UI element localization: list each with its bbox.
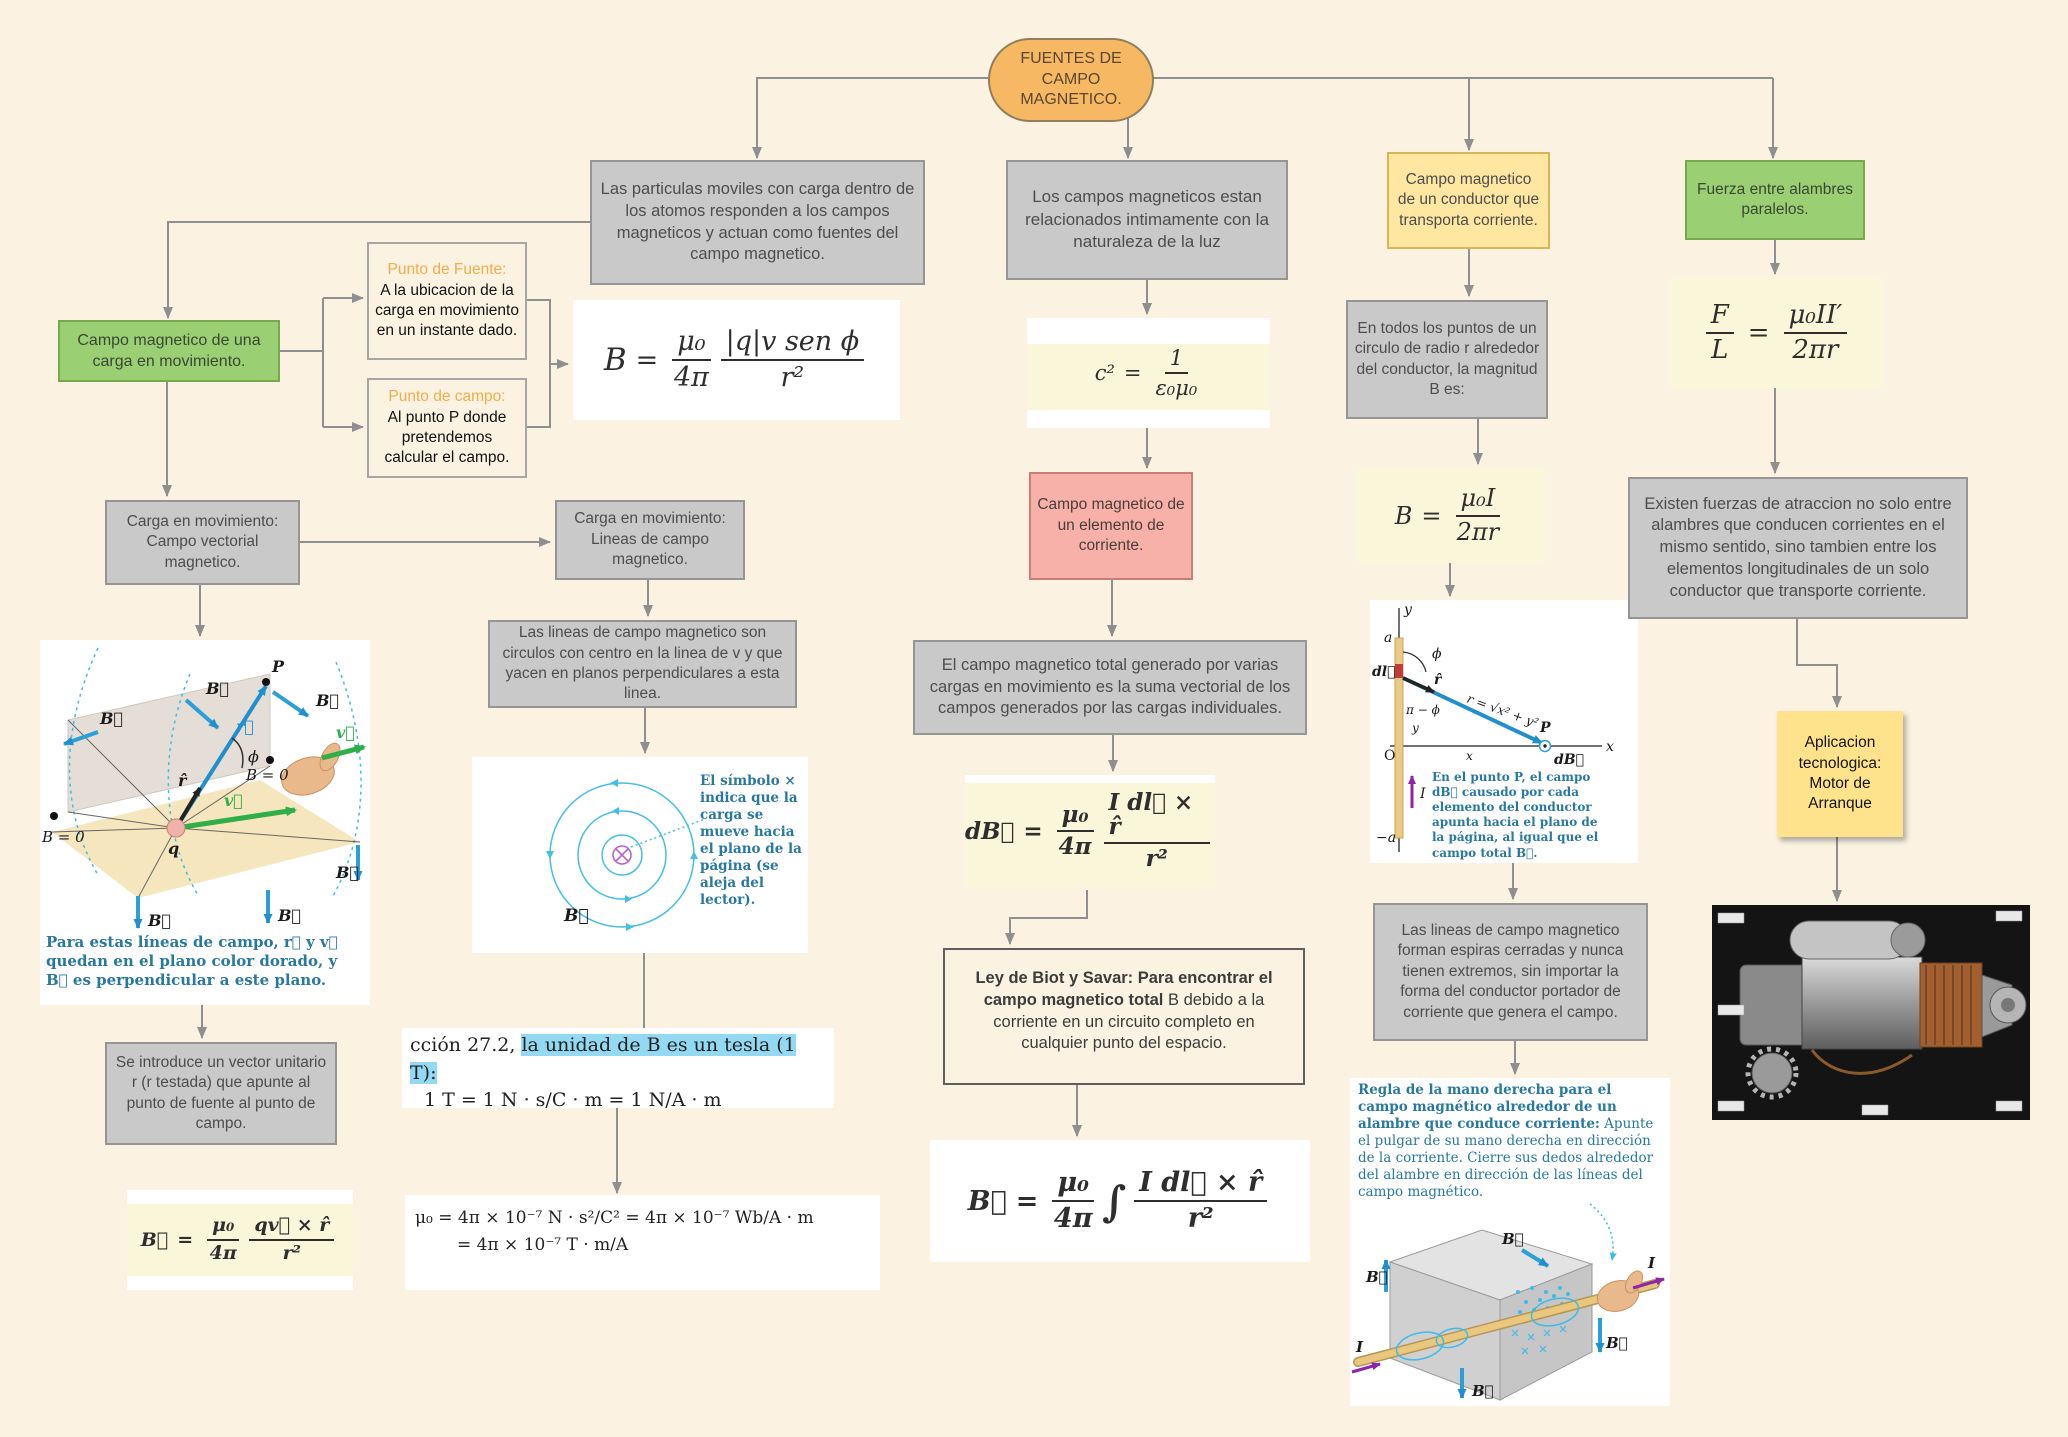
node-conductor [1387, 152, 1550, 249]
svg-text:x: x [1466, 749, 1473, 763]
sticky-aplicacion [1777, 711, 1903, 837]
node-conductor-text: Campo magnetico de un conductor que transporta corriente. [1397, 170, 1540, 229]
node-carga-vectorial [105, 500, 300, 585]
tesla-line1: cción 27.2, la unidad de B es un tesla (1 T): [410, 1034, 796, 1084]
svg-text:B⃗: B⃗ [1606, 1334, 1628, 1352]
formula-biot-dif: dB⃗ = $\frac{\text{μ₀}}{4\pi}$ $\frac{\text{I dl⃗ × r̂}}{\text{r²}}$ [965, 775, 1215, 887]
svg-text:B⃗: B⃗ [148, 911, 172, 930]
svg-text:dl⃗: dl⃗ [1372, 664, 1396, 680]
node-espiras-text: Las lineas de campo magnetico forman espiras cerradas y nunca tienen extremos, sin importar la forma del conductor portador de corriente que genera el campo. [1397, 921, 1624, 1021]
connector-db-to-biot [1010, 890, 1087, 944]
svg-text:−a: −a [1376, 830, 1397, 846]
svg-text:P: P [272, 657, 285, 676]
node-particulas [590, 160, 925, 285]
node-suma-text: El campo magnetico total generado por varias cargas en movimiento es la suma vectorial de los campos generados por las cargas individuales. [929, 655, 1291, 718]
motor-solenoid [1790, 921, 1908, 959]
title-text: FUENTES DE CAMPO MAGNETICO. [1020, 49, 1122, 109]
node-carga-text: Campo magnetico de una carga en movimiento. [77, 331, 261, 370]
node-elemento-corriente [1029, 472, 1193, 580]
node-espiras [1373, 903, 1648, 1041]
svg-text:B⃗: B⃗ [1472, 1382, 1494, 1400]
node-luz [1006, 160, 1288, 280]
svg-text:r = √x² + y²: r = √x² + y² [1464, 690, 1541, 731]
svg-text:B = 0: B = 0 [246, 766, 289, 784]
svg-text:I: I [1356, 1338, 1364, 1356]
node-circulo-radio-text: En todos los puntos de un circulo de radio r alrededor del conductor, la magnitud B es: [1354, 319, 1540, 398]
starter-motor-drawing [1712, 905, 2030, 1120]
node-biot-savart [943, 948, 1305, 1085]
motor-rear-housing [1740, 965, 1810, 1045]
svg-text:B⃗: B⃗ [336, 863, 360, 882]
bzero-dot-left [50, 812, 58, 820]
phi-arc [1403, 652, 1426, 672]
node-carga-lineas [555, 500, 745, 580]
svg-text:y: y [1412, 721, 1419, 735]
sticky-aplicacion-text: Aplicacion tecnologica: Motor de Arranque [1798, 734, 1882, 813]
node-suma-vectorial [913, 640, 1307, 735]
node-elemento-text: Campo magnetico de un elemento de corriente. [1037, 496, 1185, 555]
caption-pointer [1590, 1204, 1613, 1260]
mu0-line2: = 4π × 10⁻⁷ T · m/A [457, 1235, 629, 1256]
formula-c2: c² = $\frac{1}{\text{ε₀μ₀}}$ [1027, 318, 1270, 428]
point-p-dot [262, 678, 270, 686]
connector-title-to-particulas [757, 78, 988, 158]
svg-text:v⃗: v⃗ [224, 791, 243, 810]
charge-q [167, 819, 185, 837]
node-fuerza-alambres [1685, 160, 1865, 240]
tesla-line2: 1 T = 1 N · s/C · m = 1 N/A · m [424, 1089, 722, 1112]
punto-fuente-titulo: Punto de Fuente: [387, 261, 507, 279]
svg-text:r⃗: r⃗ [236, 717, 255, 736]
mu0-line1: μ₀ = 4π × 10⁻⁷ N · s²/C² = 4π × 10⁻⁷ Wb/A · m [415, 1208, 814, 1228]
svg-text:B⃗: B⃗ [100, 709, 124, 728]
pointer-dotted-line [631, 819, 705, 847]
svg-text:ϕ: ϕ [1432, 646, 1442, 662]
svg-text:v⃗: v⃗ [336, 723, 355, 742]
biot-bold-text: Ley de Biot y Savar: Para encontrar el campo magnetico total [975, 969, 1273, 1009]
node-particulas-text: Las particulas moviles con carga dentro de los atomos responden a los campos magneticos y actuan como fuentes del campo magnetico. [600, 179, 915, 264]
title-node [988, 38, 1154, 122]
figure-field-circles [472, 757, 808, 953]
svg-text:a: a [1384, 630, 1393, 646]
formula-biot-int: B⃗ = $\frac{\text{μ₀}}{4\pi}$ ∫ $\frac{\text{I dl⃗ × r̂}}{\text{r²}}$ [930, 1140, 1310, 1262]
svg-text:x: x [1606, 739, 1614, 755]
node-vector-unitario [105, 1042, 337, 1145]
node-atraccion [1628, 477, 1968, 619]
pinion-gear [1752, 1053, 1792, 1093]
node-circulo-radio [1346, 300, 1548, 419]
vector-diagram-drawing [40, 640, 370, 932]
node-atraccion-text: Existen fuerzas de atraccion no solo entre alambres que conducen corrientes en el mismo sentido, sino tambien entre los elementos longitudinales de un solo conductor que transporte corriente. [1644, 494, 1952, 600]
svg-text:ϕ: ϕ [248, 747, 259, 766]
formula-b-carga: B = $\frac{\text{μ₀}}{4\pi}$ $\frac{\text{|q|v sen ϕ}}{\text{r²}}$ [573, 300, 900, 420]
node-punto-campo [367, 378, 527, 478]
mu0-block [405, 1195, 880, 1290]
figure-right-hand-rule [1350, 1078, 1670, 1406]
svg-text:O: O [1384, 748, 1396, 764]
front-shaft [2001, 998, 2015, 1012]
svg-text:B⃗: B⃗ [278, 906, 302, 925]
svg-text:q: q [168, 839, 180, 858]
svg-text:π − ϕ: π − ϕ [1406, 703, 1440, 717]
figure-vector-caption: Para estas líneas de campo, r⃗ y v⃗ quedan en el plano color dorado, y B⃗ es perpendicular a este plano. [46, 933, 338, 989]
figure-conductor-diagram [1370, 600, 1638, 863]
node-carga-lineas-text: Carga en movimiento: Lineas de campo magnetico. [574, 510, 726, 569]
punto-campo-titulo: Punto de campo: [388, 388, 506, 406]
dl-element [1395, 664, 1403, 678]
node-lineas-circulos-text: Las lineas de campo magnetico son circulos con centro en la linea de v y que yacen en planos perpendiculares a esta linea. [502, 624, 783, 703]
hand [1594, 1268, 1646, 1316]
figure-starter-motor [1712, 905, 2030, 1120]
motor-body [1802, 957, 1922, 1049]
node-punto-fuente [367, 242, 527, 360]
svg-text:B⃗: B⃗ [1366, 1268, 1388, 1286]
node-carga-vectorial-text: Carga en movimiento: Campo vectorial magnetico. [126, 512, 279, 571]
right-hand-rule-drawing [1350, 1200, 1670, 1406]
svg-text:B = 0: B = 0 [42, 828, 85, 846]
svg-text:dB⃗: dB⃗ [1554, 752, 1585, 768]
connector-atraccion-to-sticky [1797, 619, 1837, 707]
figure-vector-diagram [40, 640, 370, 1005]
formula-b-carga-eq: = [635, 344, 659, 376]
node-carga-movimiento [58, 320, 280, 382]
tesla-unit-block [402, 1028, 834, 1112]
figure-circles-caption: El símbolo × indica que la carga se mueve hacia el plano de la página (se aleja del lector). [700, 773, 802, 908]
svg-text:r̂: r̂ [178, 771, 187, 790]
formula-b-carga-lhs: B [603, 342, 627, 378]
biot-rest-text: B debido a la corriente en un circuito completo en cualquier punto del espacio. [993, 990, 1265, 1053]
svg-text:I: I [1420, 786, 1426, 802]
figure-conductor-caption: En el punto P, el campo dB⃗ causado por cada elemento del conductor apunta hacia el plano de la página, al igual que el campo total B⃗. [1432, 770, 1599, 860]
svg-text:r̂: r̂ [1434, 672, 1442, 688]
copper-windings [1920, 963, 1982, 1047]
formula-b-conductor: B = $\frac{\text{μ₀I}}{2\pi r}$ [1355, 468, 1545, 563]
cross-symbol [613, 846, 631, 864]
svg-text:B⃗: B⃗ [1502, 1230, 1524, 1248]
node-fuerza-text: Fuerza entre alambres paralelos. [1697, 180, 1853, 218]
formula-fuerza: $\frac{F}{L}$ = $\frac{\text{μ₀II′}}{2\pi r}$ [1670, 278, 1883, 388]
node-vector-unitario-text: Se introduce un vector unitario r (r testada) que apunte al punto de fuente al punto de campo. [115, 1053, 327, 1132]
solenoid-cap [1891, 923, 1925, 957]
node-luz-text: Los campos magneticos estan relacionados intimamente con la naturaleza de la luz [1025, 187, 1269, 252]
b-label: B⃗ [564, 906, 589, 926]
svg-text:y: y [1404, 602, 1412, 618]
connector-carga-to-punto-fuente [280, 298, 363, 427]
figure-regla-caption: Regla de la mano derecha para el campo magnético alrededor de un alambre que conduce corriente: Apunte el pulgar de su mano derecha en dirección de la corriente. Cierre sus dedos alrededor del alambre en dirección de las líneas del campo magnético. [1358, 1082, 1654, 1200]
rhat-vector [1403, 678, 1434, 692]
punto-campo-texto: Al punto P donde pretendemos calcular el campo. [384, 408, 510, 467]
node-lineas-circulos [488, 620, 797, 708]
svg-text:P: P [1540, 720, 1551, 736]
svg-text:I: I [1648, 1254, 1656, 1272]
connector-puntos-to-formula [527, 300, 568, 427]
svg-text:B⃗: B⃗ [206, 679, 230, 698]
bzero-dot-right [266, 756, 274, 764]
point-p-dot [1543, 744, 1546, 747]
integral-sign: ∫ [1101, 1176, 1127, 1226]
formula-b-carga-vec: B⃗ = $\frac{\text{μ₀}}{4\pi}$ $\frac{qv⃗ \times r̂}{\text{r²}}$ [127, 1190, 353, 1290]
svg-text:B⃗: B⃗ [316, 691, 340, 710]
punto-fuente-texto: A la ubicacion de la carga en movimiento en un instante dado. [375, 281, 519, 340]
